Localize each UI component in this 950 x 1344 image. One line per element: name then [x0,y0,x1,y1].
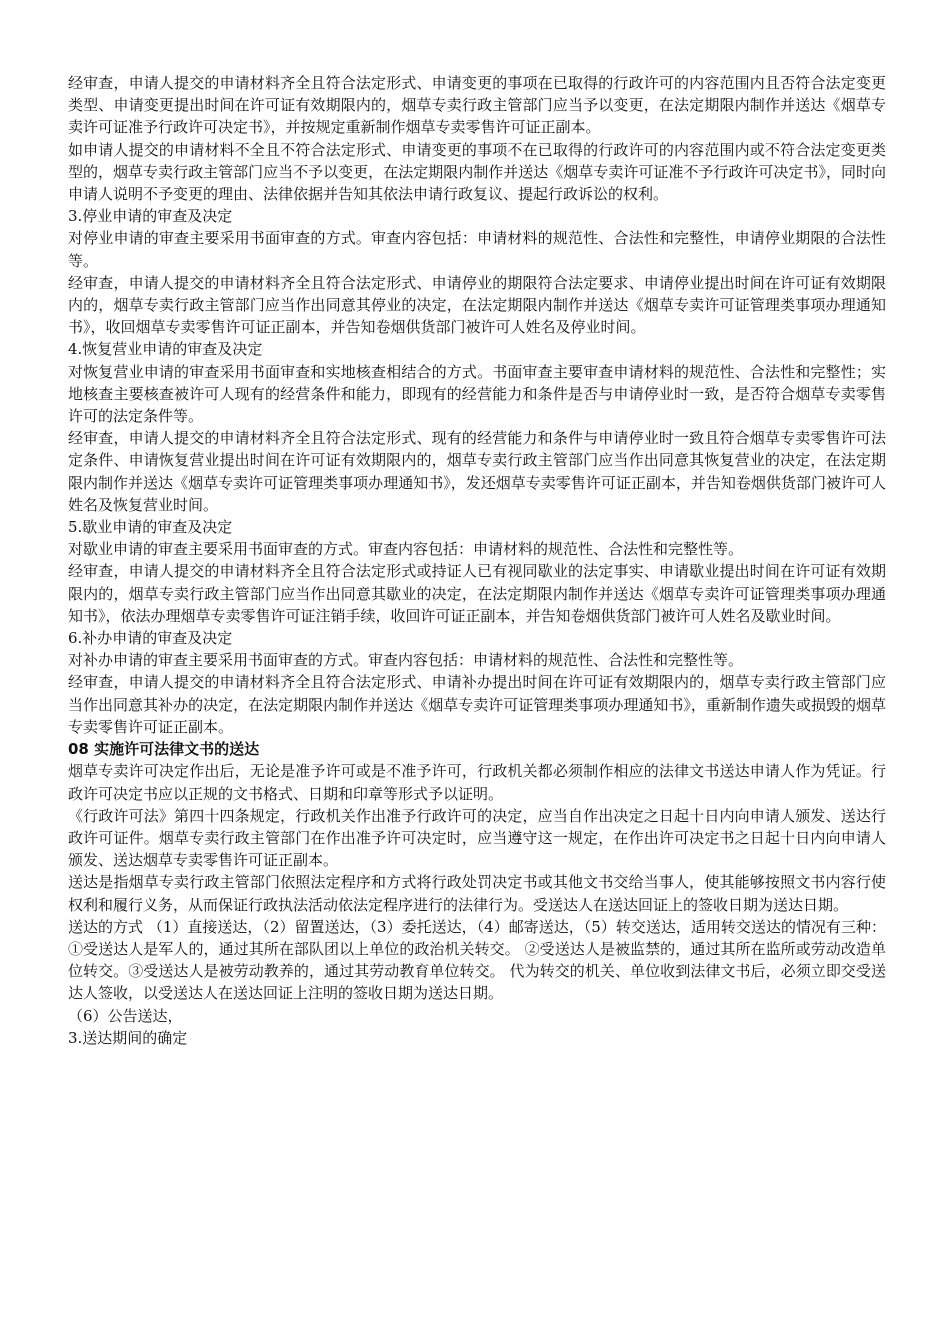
paragraph: 对补办申请的审查主要采用书面审查的方式。审查内容包括：申请材料的规范性、合法性和完整性等。 [68,651,744,670]
paragraph: 对歇业申请的审查主要采用书面审查的方式。审查内容包括：申请材料的规范性、合法性和完整性等。 [68,540,744,559]
paragraph: 送达是指烟草专卖行政主管部门依照法定程序和方式将行政处罚决定书或其他文书交给当事人，使其能够按照文书内容行使权利和履行义务，从而保证行政执法活动依法定程序进行的法律行为。受送达人在送达回证上的签收日期为送达日期。 [68,873,886,914]
section-heading: 3.送达期间的确定 [68,1028,188,1047]
paragraph: 经审查，申请人提交的申请材料齐全且符合法定形式、申请变更的事项在已取得的行政许可的内容范围内且否符合法定变更类型、申请变更提出时间在许可证有效期限内的，烟草专卖行政主管部门应当予以变更，在法定期限内制作并送达《烟草专卖许可证准予行政许可决定书》，并按规定重新制作烟草专卖零售许可证正副本。 [68,74,886,137]
paragraph: （6）公告送达， [68,1006,183,1025]
paragraph: 《行政许可法》第四十四条规定，行政机关作出准予行政许可的决定，应当自作出决定之日起十日内向申请人颁发、送达行政许可证件。烟草专卖行政主管部门在作出准予许可决定时，应当遵守这一规定，在作出许可决定书之日起十日内向申请人颁发、送达烟草专卖零售许可证正副本。 [68,806,886,870]
bold-section-heading: 08 实施许可法律文书的送达 [68,740,260,759]
section-heading: 5.歇业申请的审查及决定 [68,518,233,537]
section-heading: 6.补办申请的审查及决定 [68,629,233,648]
paragraph: 烟草专卖许可决定作出后，无论是准予许可或是不准予许可，行政机关都必须制作相应的法律文书送达申请人作为凭证。行政许可决定书应以正规的文书格式、日期和印章等形式予以证明。 [68,762,886,803]
paragraph: 如申请人提交的申请材料不全且不符合法定形式、申请变更的事项不在已取得的行政许可的内容范围内或不符合法定变更类型的，烟草专卖行政主管部门应当不予以变更，在法定期限内制作并送达《烟草专卖许可证准不予行政许可决定书》，同时向申请人说明不予变更的理由、法律依据并告知其依法申请行政复议、提起行政诉讼的权利。 [68,140,886,204]
paragraph: 对恢复营业申请的审查采用书面审查和实地核查相结合的方式。书面审查主要审查申请材料的规范性、合法性和完整性；实地核查主要核查被许可人现有的经营条件和能力，即现有的经营能力和条件是否与申请停业时一致，是否符合烟草专卖零售许可的法定条件等。 [68,362,886,426]
section-heading: 3.停业申请的审查及决定 [68,207,233,226]
paragraph: 送达的方式 （1）直接送达，（2）留置送达，（3）委托送达，（4）邮寄送达，（5）转交送达，适用转交送达的情况有三种：①受送达人是军人的，通过其所在部队团以上单位的政治机关转交。 ②受送达人是被监禁的，通过其所在监所或劳动改造单位转交。③受送达人是被劳动教养的，通过其劳动教育单位转交。 代为转交的机关、单位收到法律文书后，必须立即交受送达人签收，以受送达人在送达回证上注明的签收日期为送达日期。 [68,917,886,1003]
section-heading: 4.恢复营业申请的审查及决定 [68,340,263,359]
paragraph: 经审查，申请人提交的申请材料齐全且符合法定形式、申请停业的期限符合法定要求、申请停业提出时间在许可证有效期限内的，烟草专卖行政主管部门应当作出同意其停业的决定，在法定期限内制作并送达《烟草专卖许可证管理类事项办理通知书》，收回烟草专卖零售许可证正副本，并告知卷烟供货部门被许可人姓名及停业时间。 [68,273,886,337]
document-page [68,72,886,1049]
paragraph: 经审查，申请人提交的申请材料齐全且符合法定形式、申请补办提出时间在许可证有效期限内的，烟草专卖行政主管部门应当作出同意其补办的决定，在法定期限内制作并送达《烟草专卖许可证管理类事项办理通知书》，重新制作遗失或损毁的烟草专卖零售许可证正副本。 [68,673,886,736]
paragraph: 经审查，申请人提交的申请材料齐全且符合法定形式或持证人已有视同歇业的法定事实、申请歇业提出时间在许可证有效期限内的，烟草专卖行政主管部门应当作出同意其歇业的决定，在法定期限内制作并送达《烟草专卖许可证管理类事项办理通知书》，依法办理烟草专卖零售许可证注销手续，收回许可证正副本，并告知卷烟供货部门被许可人姓名及歇业时间。 [68,562,886,625]
paragraph: 对停业申请的审查主要采用书面审查的方式。审查内容包括：申请材料的规范性、合法性和完整性，申请停业期限的合法性等。 [68,229,886,270]
paragraph: 经审查，申请人提交的申请材料齐全且符合法定形式、现有的经营能力和条件与申请停业时一致且符合烟草专卖零售许可法定条件、申请恢复营业提出时间在许可证有效期限内的，烟草专卖行政主管部门应当作出同意其恢复营业的决定，在法定期限内制作并送达《烟草专卖许可证管理类事项办理通知书》，发还烟草专卖零售许可证正副本，并告知卷烟供货部门被许可人姓名及恢复营业时间。 [68,429,886,514]
